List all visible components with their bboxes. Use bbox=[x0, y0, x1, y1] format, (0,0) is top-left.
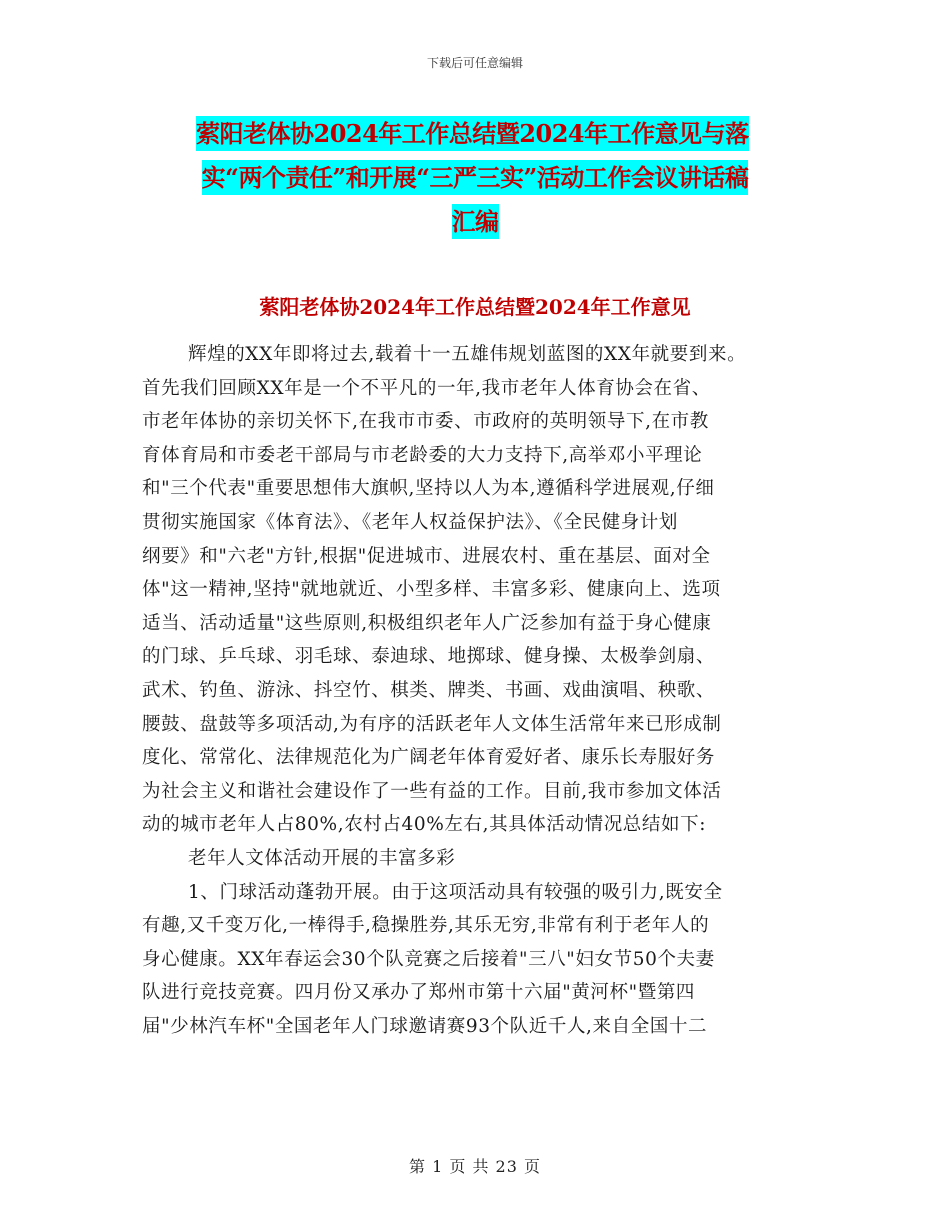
section-title: 萦阳老体协2024年工作总结暨2024年工作意见 bbox=[259, 295, 691, 319]
document-body bbox=[142, 338, 814, 1043]
body-line: 1、门球活动蓬勃开展。由于这项活动具有较强的吸引力,既安全 bbox=[188, 881, 723, 903]
body-line: 和"三个代表"重要思想伟大旗帜,坚持以人为本,遵循科学进展观,仔细 bbox=[142, 478, 715, 500]
main-title-line: 汇编 bbox=[140, 200, 810, 244]
body-line: 市老年体协的亲切关怀下,在我市市委、市政府的英明领导下,在市教 bbox=[142, 411, 709, 433]
body-line: 届"少林汽车杯"全国老年人门球邀请赛93个队近千人,来自全国十二 bbox=[142, 1015, 708, 1037]
body-line: 的门球、乒乓球、羽毛球、泰迪球、地掷球、健身操、太极拳剑扇、 bbox=[142, 646, 716, 668]
main-title-line: 萦阳老体协2024年工作总结暨2024年工作意见与落 bbox=[140, 112, 810, 156]
body-line: 辉煌的XX年即将过去,载着十一五雄伟规划蓝图的XX年就要到来。 bbox=[188, 344, 747, 365]
body-line: 度化、常常化、法律规范化为广阔老年体育爱好者、康乐长寿服好务 bbox=[142, 747, 716, 769]
body-line: 首先我们回顾XX年是一个不平凡的一年,我市老年人体育协会在省、 bbox=[142, 377, 711, 399]
body-line: 有趣,又千变万化,一棒得手,稳操胜券,其乐无穷,非常有利于老年人的 bbox=[142, 915, 710, 937]
subheading-line: 老年人文体活动开展的丰富多彩 bbox=[188, 847, 456, 869]
document-main-title bbox=[140, 112, 810, 244]
body-line: 体"这一精神,坚持"就地就近、小型多样、丰富多彩、健康向上、选项 bbox=[142, 579, 721, 601]
body-line: 育体育局和市委老干部局与市老龄委的大力支持下,高举邓小平理论 bbox=[142, 444, 703, 466]
page-header-note: 下载后可任意编辑 bbox=[426, 56, 523, 70]
body-line: 腰鼓、盘鼓等多项活动,为有序的活跃老年人文体生活常年来已形成制 bbox=[142, 713, 722, 735]
body-line: 队进行竞技竞赛。四月份又承办了郑州市第十六届"黄河杯"暨第四 bbox=[142, 982, 696, 1004]
body-line: 武术、钓鱼、游泳、抖空竹、棋类、牌类、书画、戏曲演唱、秧歌、 bbox=[142, 679, 716, 701]
page-number-footer: 第 1 页 共 23 页 bbox=[409, 1157, 541, 1176]
body-line: 适当、活动适量"这些原则,积极组织老年人广泛参加有益于身心健康 bbox=[142, 612, 712, 634]
main-title-line: 实“两个责任”和开展“三严三实”活动工作会议讲话稿 bbox=[140, 156, 810, 200]
body-line: 贯彻实施国家《体育法》、《老年人权益保护法》、《全民健身计划 bbox=[142, 511, 679, 533]
body-line: 为社会主义和谐社会建设作了一些有益的工作。目前,我市参加文体活 bbox=[142, 780, 722, 802]
body-line: 身心健康。XX年春运会30个队竞赛之后接着"三八"妇女节50个夫妻 bbox=[142, 948, 715, 970]
body-line: 纲要》和"六老"方针,根据"促进城市、进展农村、重在基层、面对全 bbox=[142, 545, 711, 567]
body-line: 动的城市老年人占80%,农村占40%左右,其具体活动情况总结如下: bbox=[142, 814, 707, 836]
